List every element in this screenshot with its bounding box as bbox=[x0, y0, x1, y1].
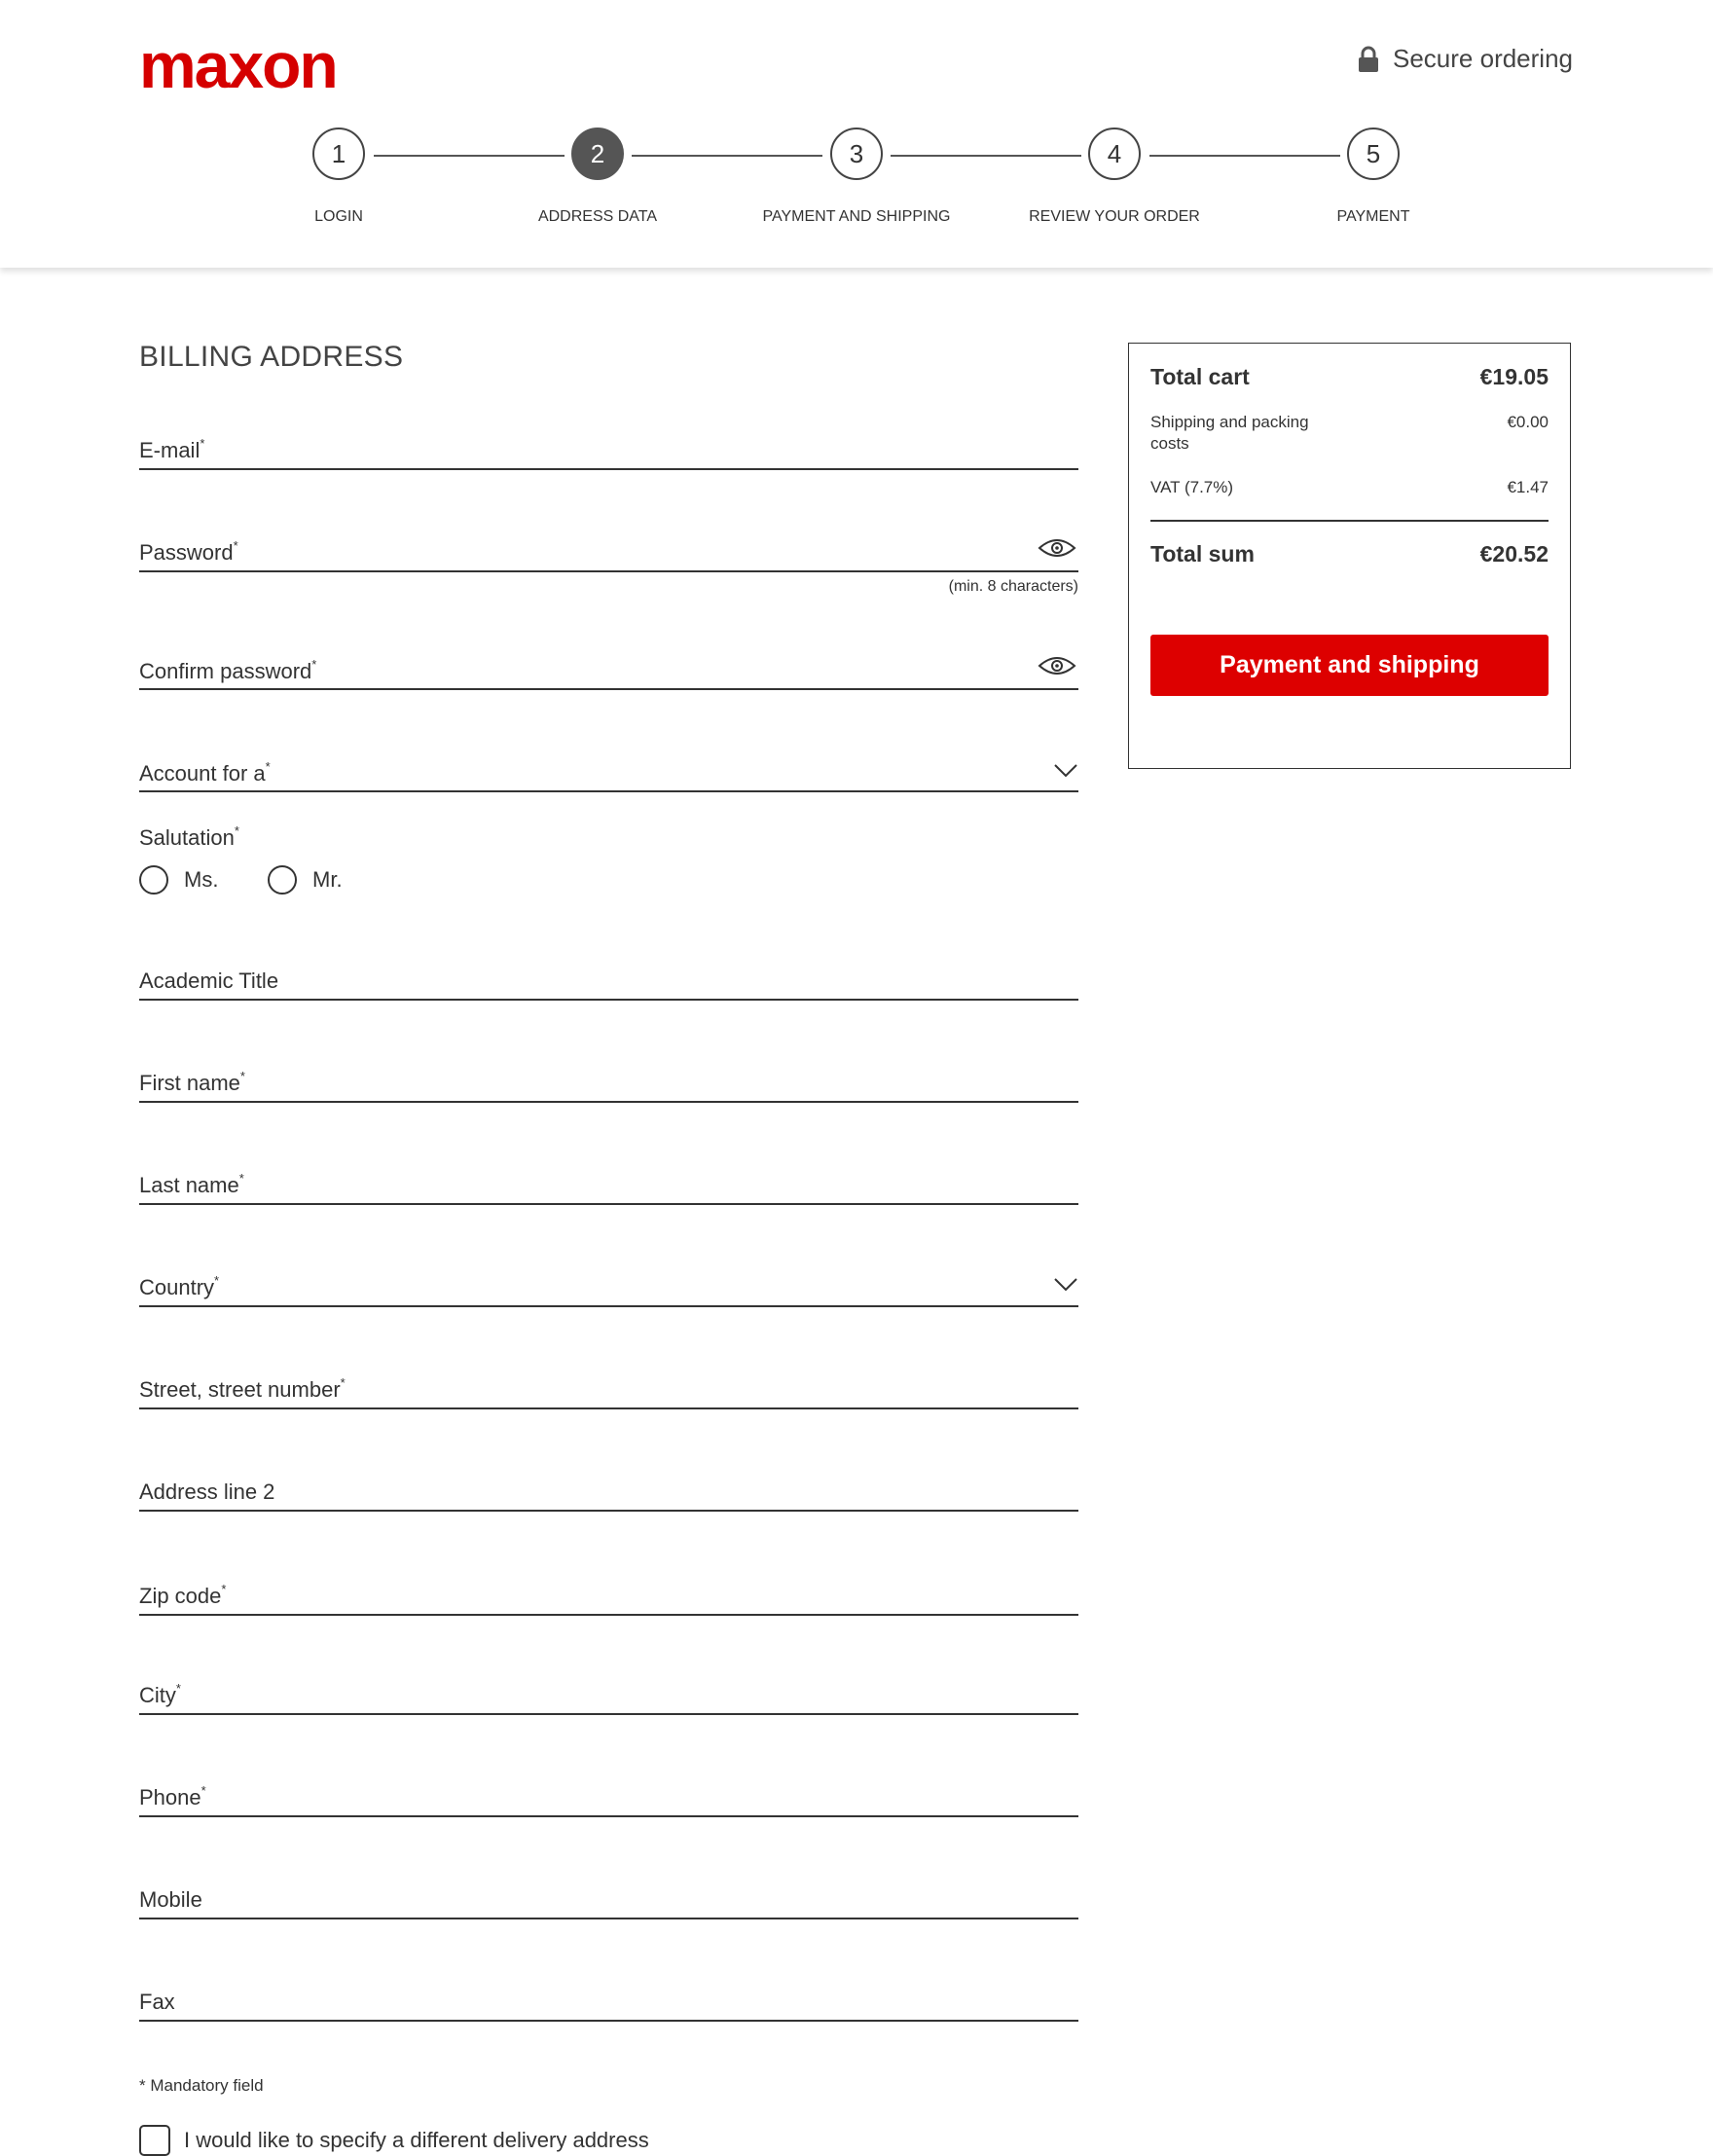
zip-code-underline bbox=[139, 1614, 1078, 1616]
street-field[interactable]: Street, street number* bbox=[139, 1375, 346, 1402]
total-sum-label: Total sum bbox=[1150, 541, 1255, 566]
vat-value: €1.47 bbox=[1507, 478, 1549, 496]
secure-ordering-label: Secure ordering bbox=[1393, 44, 1573, 73]
total-sum-row bbox=[1150, 541, 1549, 570]
show-confirm-password-eye-icon[interactable] bbox=[1038, 654, 1076, 677]
shipping-label: Shipping and packing costs bbox=[1150, 413, 1309, 453]
mobile-field[interactable]: Mobile bbox=[139, 1887, 202, 1912]
confirm-password-underline bbox=[139, 688, 1078, 690]
step-1-circle[interactable]: 1 bbox=[312, 128, 365, 180]
chevron-down-icon[interactable] bbox=[1054, 1278, 1077, 1292]
city-underline bbox=[139, 1713, 1078, 1715]
email-field[interactable]: E-mail* bbox=[139, 436, 205, 462]
fax-underline bbox=[139, 2020, 1078, 2022]
first-name-field[interactable]: First name* bbox=[139, 1069, 245, 1095]
last-name-field[interactable]: Last name* bbox=[139, 1171, 244, 1197]
academic-title-underline bbox=[139, 999, 1078, 1001]
step-2-circle: 2 bbox=[571, 128, 624, 180]
password-hint: (min. 8 characters) bbox=[948, 578, 1078, 595]
last-name-underline bbox=[139, 1203, 1078, 1205]
fax-field[interactable]: Fax bbox=[139, 1990, 175, 2014]
step-3-circle: 3 bbox=[830, 128, 883, 180]
address-line-2-underline bbox=[139, 1510, 1078, 1512]
step-4-label: REVIEW YOUR ORDER bbox=[1029, 208, 1200, 225]
step-connector bbox=[374, 155, 565, 157]
total-cart-row bbox=[1150, 364, 1549, 393]
account-for-underline bbox=[139, 790, 1078, 792]
step-1-label: LOGIN bbox=[314, 208, 363, 225]
lock-icon bbox=[1358, 46, 1379, 73]
first-name-underline bbox=[139, 1101, 1078, 1103]
account-for-select[interactable]: Account for a* bbox=[139, 759, 271, 786]
maxon-logo[interactable]: maxon bbox=[139, 29, 337, 101]
vat-row bbox=[1150, 477, 1549, 500]
cart-divider bbox=[1150, 520, 1549, 522]
salutation-label: Salutation* bbox=[139, 823, 239, 850]
step-connector bbox=[1149, 155, 1340, 157]
step-4-circle: 4 bbox=[1088, 128, 1141, 180]
billing-address-title: BILLING ADDRESS bbox=[139, 341, 404, 373]
password-field[interactable]: Password* bbox=[139, 538, 238, 565]
shipping-value: €0.00 bbox=[1507, 413, 1549, 431]
radio-ms[interactable] bbox=[139, 865, 168, 895]
mandatory-note: * Mandatory field bbox=[139, 2076, 264, 2095]
address-line-2-field[interactable]: Address line 2 bbox=[139, 1480, 275, 1504]
street-underline bbox=[139, 1407, 1078, 1409]
zip-code-field[interactable]: Zip code* bbox=[139, 1582, 227, 1608]
different-delivery-checkbox[interactable] bbox=[139, 2125, 170, 2156]
total-sum-value: €20.52 bbox=[1479, 541, 1549, 566]
confirm-password-field[interactable]: Confirm password* bbox=[139, 657, 317, 683]
shipping-row bbox=[1150, 412, 1549, 457]
password-underline bbox=[139, 570, 1078, 572]
step-5-label: PAYMENT bbox=[1336, 208, 1410, 225]
cart-summary bbox=[1128, 343, 1571, 769]
vat-label: VAT (7.7%) bbox=[1150, 478, 1234, 496]
step-2-label: ADDRESS DATA bbox=[537, 208, 658, 225]
radio-mr[interactable] bbox=[268, 865, 297, 895]
header bbox=[0, 0, 1713, 268]
secure-ordering bbox=[1358, 44, 1573, 74]
step-connector bbox=[632, 155, 822, 157]
different-delivery-label[interactable]: I would like to specify a different delivery address bbox=[184, 2128, 649, 2152]
phone-underline bbox=[139, 1815, 1078, 1817]
total-cart-label: Total cart bbox=[1150, 364, 1250, 389]
radio-ms-label[interactable]: Ms. bbox=[184, 867, 219, 892]
step-3-label: PAYMENT AND SHIPPING bbox=[762, 208, 951, 225]
email-underline bbox=[139, 468, 1078, 470]
country-underline bbox=[139, 1305, 1078, 1307]
radio-mr-label[interactable]: Mr. bbox=[312, 867, 343, 892]
mobile-underline bbox=[139, 1918, 1078, 1919]
step-connector bbox=[891, 155, 1081, 157]
payment-and-shipping-button[interactable]: Payment and shipping bbox=[1150, 635, 1549, 696]
country-select[interactable]: Country* bbox=[139, 1273, 220, 1299]
academic-title-field[interactable]: Academic Title bbox=[139, 968, 279, 993]
city-field[interactable]: City* bbox=[139, 1681, 181, 1707]
total-cart-value: €19.05 bbox=[1479, 364, 1549, 389]
show-password-eye-icon[interactable] bbox=[1038, 536, 1076, 560]
chevron-down-icon[interactable] bbox=[1054, 764, 1077, 778]
phone-field[interactable]: Phone* bbox=[139, 1783, 206, 1809]
step-5-circle: 5 bbox=[1347, 128, 1400, 180]
